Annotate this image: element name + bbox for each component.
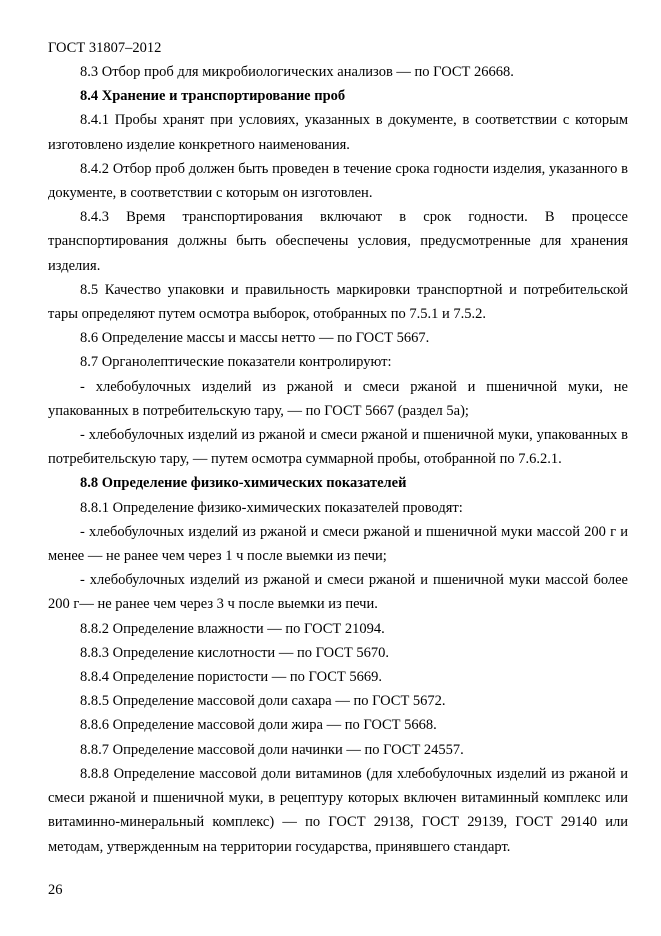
list-item-8-8-1-over-200g: - хлебобулочных изделий из ржаной и смеси ржаной и пшеничной муки массой более 200 г— не ранее чем через 3 ч после выемки из печи. [48, 572, 628, 613]
list-item-8-7-unpacked: - хлебобулочных изделий из ржаной и смеси ржаной и пшеничной муки, не упакованных в потребительскую тару, — по ГОСТ 5667 (раздел 5а); [48, 378, 628, 419]
paragraph-8-4-1: 8.4.1 Пробы хранят при условиях, указанных в документе, в соответствии с которым изготовлено изделие конкретного наименования. [48, 112, 628, 153]
paragraph-8-7: 8.7 Органолептические показатели контролируют: [80, 354, 392, 371]
paragraph-8-3: 8.3 Отбор проб для микробиологических анализов — по ГОСТ 26668. [80, 64, 514, 80]
paragraph-8-8-7: 8.8.7 Определение массовой доли начинки — по ГОСТ 24557. [80, 741, 464, 758]
paragraph-8-8-2: 8.8.2 Определение влажности — по ГОСТ 21094. [80, 620, 385, 637]
paragraph-8-8-3: 8.8.3 Определение кислотности — по ГОСТ 5670. [80, 644, 390, 661]
list-item-8-7-packed: - хлебобулочных изделий из ржаной и смеси ржаной и пшеничной муки, упакованных в потребительскую тару, — путем осмотра суммарной пробы, отобранной по 7.6.2.1. [48, 427, 628, 468]
paragraph-8-8-8: 8.8.8 Определение массовой доли витаминов (для хлебобулочных изделий из ржаной и смеси ржаной и пшеничной муки, в рецептуру которых включен витаминный комплекс или витаминно-минеральный комплекс) — по ГОСТ 29138, ГОСТ 29139, ГОСТ 29140 или методам, утвержденным на территории государства, принявшего стандарт. [48, 765, 628, 855]
paragraph-8-8-1: 8.8.1 Определение физико-химических показателей проводят: [80, 499, 463, 516]
paragraph-8-4-2: 8.4.2 Отбор проб должен быть проведен в течение срока годности изделия, указанного в документе, в соответствии с которым он изготовлен. [48, 160, 628, 202]
list-item-8-8-1-under-200g: - хлебобулочных изделий из ржаной и смеси ржаной и пшеничной муки массой 200 г и менее — не ранее чем через 1 ч после выемки из печи; [48, 523, 628, 565]
paragraph-8-8-6: 8.8.6 Определение массовой доли жира — по ГОСТ 5668. [80, 717, 437, 734]
paragraph-8-6: 8.6 Определение массы и массы нетто — по ГОСТ 5667. [80, 330, 430, 347]
paragraph-8-5: 8.5 Качество упаковки и правильность маркировки транспортной и потребительской тары определяют путем осмотра выборок, отобранных по 7.5.1 и 7.5.2. [48, 281, 628, 323]
paragraph-8-4-3: 8.4.3 Время транспортирования включают в срок годности. В процессе транспортирования должны быть обеспечены условия, предусмотренные для хранения изделия. [48, 209, 628, 274]
section-heading-8-4: 8.4 Хранение и транспортирование проб [80, 88, 346, 105]
paragraph-8-8-5: 8.8.5 Определение массовой доли сахара — по ГОСТ 5672. [80, 693, 446, 710]
document-body [48, 60, 628, 859]
page-number: 26 [48, 882, 63, 898]
paragraph-8-8-4: 8.8.4 Определение пористости — по ГОСТ 5669. [80, 669, 382, 686]
section-heading-8-8: 8.8 Определение физико-химических показателей [80, 475, 407, 492]
standard-header: ГОСТ 31807–2012 [48, 40, 162, 56]
